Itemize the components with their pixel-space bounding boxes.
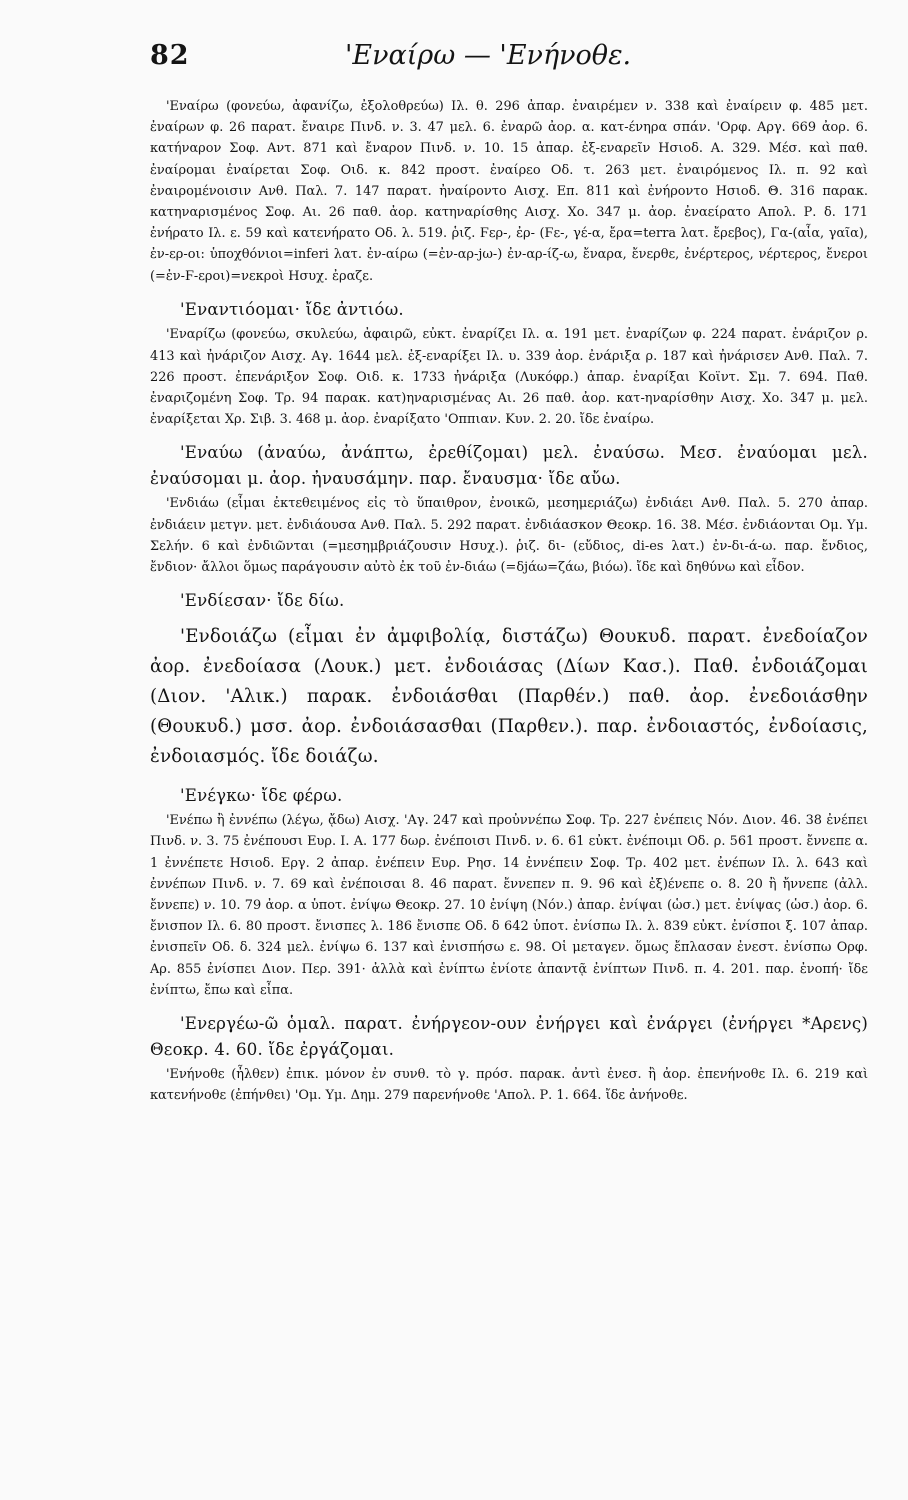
entry-enairo: 'Εναίρω (φονεύω, ἀφανίζω, ἐξολοθρεύω) Ιλ. θ. 296 ἀπαρ. ἐναιρέμεν ν. 338 καὶ ἐναίρειν φ. 485 μετ. ἐναίρων φ. 26 παρατ. ἔναιρε Πινδ. ν. 3. 47 μελ. 6. ἐναρῶ ἀορ. α. κατ-ένηρα σπάν. 'Ορφ. Αργ. 669 ἀορ. 6. κατήναρον Σοφ. Αντ. 871 καὶ ἔναρον Πινδ. ν. 10. 15 ἀπαρ. ἐξ-εναρεῖν Ησιοδ. Α. 329. Μέσ. καὶ παθ. ἐναίρομαι ἐναίρεται Σοφ. Οιδ. κ. 842 προστ. ἐναίρεο Οδ. τ. 263 μετ. ἐναιρόμενος Ιλ. π. 92 καὶ ἐναιρομένοισιν Ανθ. Παλ. 7. 147 παρατ. ἠναίροντο Αισχ. Επ. 811 καὶ ἐνήροντο Ησιοδ. Θ. 316 παρακ. κατηναρισμένος Σοφ. Αι. 26 παθ. ἀορ. κατηναρίσθης Αισχ. Χο. 347 μ. ἀορ. ἐναείρατο Απολ. Ρ. δ. 171 ἐνήρατο Ιλ. ε. 59 καὶ κατενήρατο Οδ. λ. 519. ῥιζ. Ϝερ-, ἐρ- (Ϝε-, γέ-α, ἔρα=terra λατ. ἔρεβος), Γα-(αἶα, γαῖα), ἐν-ερ-οι: ὑποχθόνιοι=inferi λατ. ἐν-αίρω (=ἐν-αρ-jω-) ἐν-αρ-ίζ-ω, ἔναρα, ἔνερθε, ἐνέρτερος, νέρτερος, ἔνεροι (=ἐν-Ϝ-εροι)=νεκροὶ Ησυχ. ἐραζε.: [150, 99, 868, 284]
entry-enenothe: 'Ενήνοθε (ἦλθεν) ἐπικ. μόνον ἐν συνθ. τὸ γ. πρόσ. παρακ. ἀντὶ ἐνεσ. ἢ ἀορ. ἐπενήνοθε Ιλ. 6. 219 καὶ κατενήνοθε (ἐπήνθει) 'Ομ. Υμ. Δημ. 279 παρενήνοθε 'Απολ. Ρ. 1. 664. ἴδε ἀνήνοθε.: [150, 1067, 868, 1104]
entry-enauo: 'Εναύω (ἀναύω, ἀνάπτω, ἐρεθίζομαι) μελ. ἐναύσω. Μεσ. ἐναύομαι μελ. ἐναύσομαι μ. ἀορ. ἠναυσάμην. παρ. ἔναυσμα· ἴδε αὔω.: [150, 443, 868, 488]
page-number: 82: [150, 40, 190, 71]
entry-enarizo: 'Εναρίζω (φονεύω, σκυλεύω, ἀφαιρῶ, εὐκτ. ἐναρίζει Ιλ. α. 191 μετ. ἐναρίζων φ. 224 παρατ. ἐνάριζον ρ. 413 καὶ ἠνάριζον Αισχ. Αγ. 1644 μελ. ἐξ-εναρίξει Ιλ. υ. 339 ἀορ. ἐνάριξα ρ. 187 καὶ ἠνάρισεν Ανθ. Παλ. 7. 226 προστ. ἐπενάριξον Σοφ. Οιδ. κ. 1733 ἠνάριξα (Λυκόφρ.) ἀπαρ. ἐναρίξαι Κοϊντ. Σμ. 7. 694. Παθ. ἐναριζομένη Σοφ. Τρ. 94 παρακ. κατ)ηναρισμένας Αι. 26 παθ. ἀορ. κατ-ηναρίσθην Αισχ. Χο. 347 μ. μελ. ἐναρίξεται Χρ. Σιβ. 3. 468 μ. ἀορ. ἐναρίξατο 'Οππιαν. Κυν. 2. 20. ἴδε ἐναίρω.: [150, 327, 868, 428]
entry-enantioomai: 'Εναντιόομαι· ἴδε ἀντιόω.: [180, 299, 404, 319]
entry-energeo: 'Ενεργέω-ῶ ὁμαλ. παρατ. ἐνήργεον-ουν ἐνήργει καὶ ἐνάργει (ἐνήργει *Αρενς) Θεοκρ. 4. 60. ἴδε ἐργάζομαι.: [150, 1014, 868, 1059]
running-title: 'Εναίρω — 'Ενήνοθε.: [345, 40, 632, 71]
entry-endiesan: 'Ενδίεσαν· ἴδε δίω.: [180, 591, 345, 611]
entry-endiao: 'Ενδιάω (εἶμαι ἐκτεθειμένος εἰς τὸ ὕπαιθρον, ἐνοικῶ, μεσημεριάζω) ἐνδιάει Ανθ. Παλ. 5. 270 ἀπαρ. ἐνδιάειν μετγν. μετ. ἐνδιάουσα Ανθ. Παλ. 5. 292 παρατ. ἐνδιάασκον Θεοκρ. 16. 38. Μέσ. ἐνδιάονται Ομ. Υμ. Σελήν. 6 καὶ ἐνδιῶνται (=μεσημβριάζουσιν Ησυχ.). ῥιζ. δι- (εὔδιος, di-es λατ.) ἐν-δι-ά-ω. παρ. ἔνδιος, ἔνδιον· ἄλλοι ὅμως παράγουσιν αὐτὸ ἐκ τοῦ ἐν-διάω (=δjάω=ζάω, βιόω). ἴδε καὶ δηθύνω καὶ εἶδον.: [150, 496, 868, 575]
entry-enepo: 'Ενέπω ἢ ἐννέπω (λέγω, ᾄδω) Αισχ. 'Αγ. 247 καὶ προὐννέπω Σοφ. Τρ. 227 ἐνέπεις Νόν. Διον. 46. 38 ἐνέπει Πινδ. ν. 3. 75 ἐνέπουσι Ευρ. Ι. Α. 177 δωρ. ἐνέποισι Πινδ. ν. 6. 61 εὐκτ. ἐνέποιμι Οδ. ρ. 561 προστ. ἔννεπε α. 1 ἐννέπετε Ησιοδ. Εργ. 2 ἀπαρ. ἐνέπειν Ευρ. Ρησ. 14 ἐννέπειν Σοφ. Τρ. 402 μετ. ἐνέπων Ιλ. λ. 643 καὶ ἐννέπων Πινδ. ν. 7. 69 καὶ ἐνέποισαι 8. 46 παρατ. ἔννεπεν π. 9. 96 καὶ ἐξ)ένεπε ο. 8. 20 ἢ ἤννεπε (ἀλλ. ἔννεπε) ν. 10. 79 ἀορ. α ὑποτ. ἐνίψω Θεοκρ. 27. 10 ἐνίψη (Νόν.) ἀπαρ. ἐνίψαι (ὡσ.) μετ. ἐνίψας (ὡσ.) ἀορ. 6. ἔνισπον Ιλ. 6. 80 προστ. ἔνισπες λ. 186 ἔνισπε Οδ. δ 642 ὑποτ. ἐνίσπω Ιλ. λ. 839 εὐκτ. ἐνίσποι ξ. 107 ἀπαρ. ἐνισπεῖν Οδ. δ. 324 μελ. ἐνίψω 6. 137 καὶ ἐνισπήσω ε. 98. Οἱ μεταγεν. ὅμως ἔπλασαν ἐνεστ. ἐνίσπω Ορφ. Αρ. 855 ἐνίσπει Διον. Περ. 391· ἀλλὰ καὶ ἐνίπτω ἐνίοτε ἀπαντᾷ ἐνίπτων Πινδ. π. 4. 201. παρ. ἐνοπή· ἴδε ἐνίπτω, ἔπω καὶ εἶπα.: [150, 813, 868, 998]
entry-endoiazo: 'Ενδοιάζω (εἶμαι ἐν ἀμφιβολίᾳ, διστάζω) Θουκυδ. παρατ. ἐνεδοίαζον ἀορ. ἐνεδοίασα (Λουκ.) μετ. ἐνδοιάσας (Δίων Κασ.). Παθ. ἐνδοιάζομαι (Διον. 'Αλικ.) παρακ. ἐνδοιάσθαι (Παρθέν.) παθ. ἀορ. ἐνεδοιάσθην (Θουκυδ.) μσσ. ἀορ. ἐνδοιάσασθαι (Παρθεν.). παρ. ἐνδοιαστός, ἐνδοίασις, ἐνδοιασμός. ἴδε δοιάζω.: [150, 625, 868, 768]
entry-enegko: 'Ενέγκω· ἴδε φέρω.: [180, 785, 343, 805]
page-body: [150, 96, 868, 1106]
page-header: [150, 40, 850, 80]
